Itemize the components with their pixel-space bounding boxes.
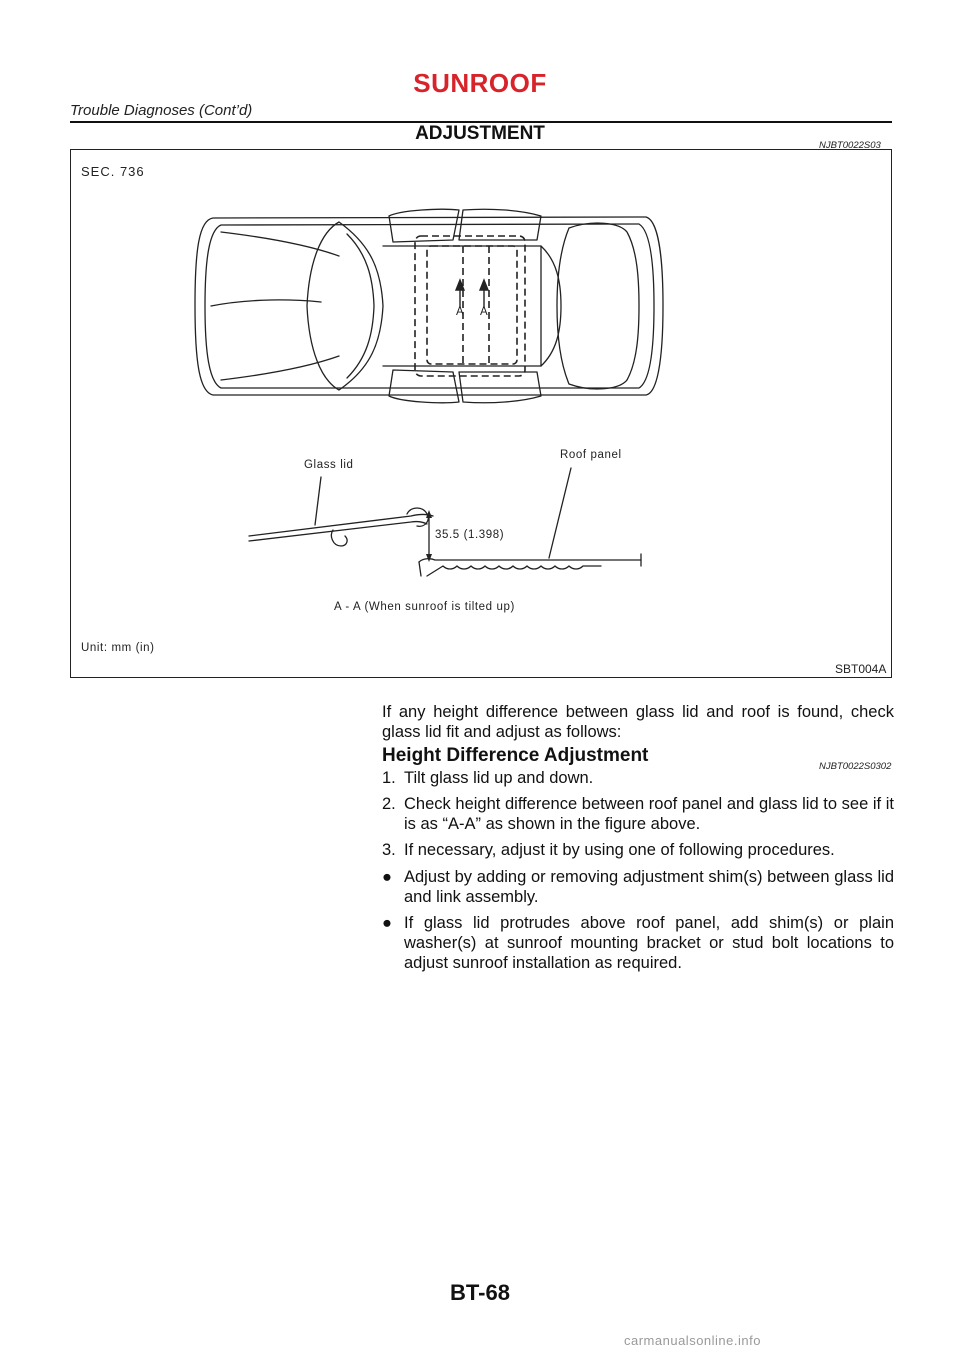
roof-panel-label: Roof panel	[560, 449, 622, 461]
watermark: carmanualsonline.info	[624, 1333, 761, 1348]
bullet-text: If glass lid protrudes above roof panel, add shim(s) or plain washer(s) at sunroof mounting bracket or stud bolt locations to adjust sunroof installation as required.	[404, 914, 894, 972]
unit-label: Unit: mm (in)	[81, 642, 155, 654]
sunroof-opening-outer	[415, 236, 525, 376]
rear-window	[541, 246, 561, 366]
height-dimension-label: 35.5 (1.398)	[435, 529, 505, 541]
glass-lid-hook	[331, 530, 347, 546]
step-number: 2.	[382, 795, 396, 813]
step-text: Check height difference between roof panel and glass lid to see if it is as “A-A” as shown in the figure above.	[404, 795, 894, 833]
page-number: BT-68	[450, 1280, 510, 1305]
procedure-step	[382, 794, 894, 834]
section-arrow-head-right	[480, 280, 488, 290]
roof-panel-section	[419, 559, 641, 562]
glass-lid-section	[249, 515, 433, 537]
section-marker-a-right: A	[480, 306, 489, 318]
hood-line-bottom	[221, 356, 339, 380]
sunroof-adjustment-figure	[70, 149, 892, 678]
step-number: 1.	[382, 769, 396, 787]
sunroof-diagram	[71, 150, 893, 679]
hood-line-top	[221, 232, 339, 256]
manual-section-subtitle: Trouble Diagnoses (Cont’d)	[70, 102, 253, 119]
hood-center-line	[211, 300, 321, 306]
roof-panel-section-lower	[427, 566, 601, 576]
step-text: Tilt glass lid up and down.	[404, 769, 594, 787]
subsection-title: Height Difference Adjustment	[382, 745, 649, 766]
procedure-bullet	[382, 867, 894, 907]
car-body-outline	[195, 217, 663, 395]
dimension-arrow-bottom	[426, 554, 432, 562]
subsection-reference-code: NJBT0022S0302	[819, 761, 892, 772]
front-side-window-top	[389, 209, 459, 242]
procedure-bullet	[382, 913, 894, 973]
section-caption: A - A (When sunroof is tilted up)	[334, 601, 515, 613]
sunroof-opening-inner	[427, 246, 517, 364]
windshield	[307, 222, 383, 390]
bullet-mark: ●	[382, 914, 392, 932]
step-text: If necessary, adjust it by using one of following procedures.	[404, 841, 835, 859]
section-number-label: SEC. 736	[81, 164, 145, 179]
procedure-step	[382, 840, 894, 860]
trunk-lid	[557, 223, 639, 389]
bullet-mark: ●	[382, 868, 392, 886]
procedure-step	[382, 768, 894, 788]
glass-lid-label: Glass lid	[304, 459, 354, 471]
figure-code: SBT004A	[835, 662, 887, 676]
roof-panel-edge	[419, 562, 421, 576]
step-number: 3.	[382, 841, 396, 859]
bullet-text: Adjust by adding or removing adjustment shim(s) between glass lid and link assembly.	[404, 868, 894, 906]
intro-paragraph: If any height difference between glass lid and roof is found, check glass lid fit and adjust as follows:	[382, 703, 894, 741]
section-reference-code: NJBT0022S03	[819, 140, 881, 151]
manual-section-title: SUNROOF	[413, 68, 547, 98]
roof-panel-leader	[549, 468, 571, 558]
glass-lid-leader	[315, 477, 321, 525]
section-title: ADJUSTMENT	[415, 123, 545, 144]
section-marker-a-left: A	[456, 306, 465, 318]
front-side-window-bottom	[389, 370, 459, 403]
